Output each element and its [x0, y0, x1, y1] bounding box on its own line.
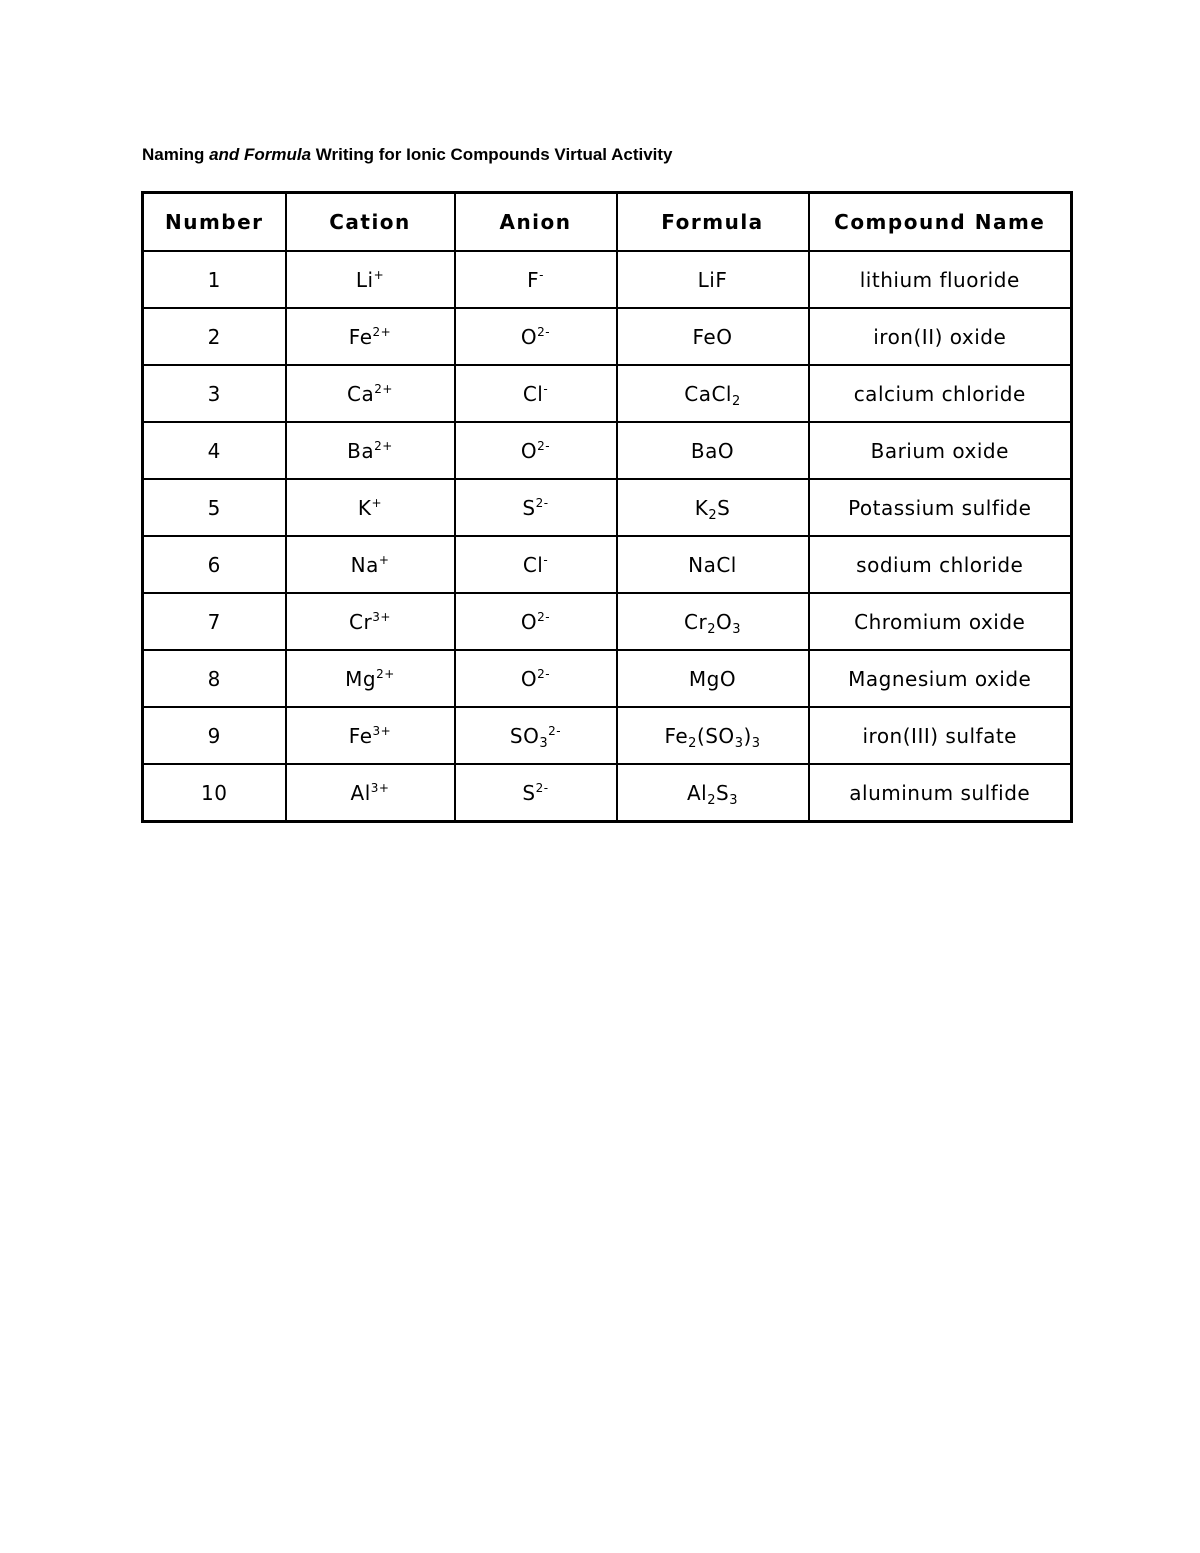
- formula-segment: NaCl: [688, 552, 737, 577]
- cation-segment: +: [378, 552, 390, 567]
- cell-anion: [455, 422, 617, 479]
- cell-cation: [286, 764, 455, 822]
- cell-formula: [617, 365, 809, 422]
- formula-segment: 2: [731, 393, 741, 409]
- formula-segment: ): [743, 723, 752, 748]
- table-row: [143, 536, 1072, 593]
- anion-segment: O: [520, 666, 538, 691]
- formula-segment: Cr: [684, 609, 708, 634]
- cell-formula: [617, 251, 809, 308]
- cation-segment: 3+: [370, 780, 390, 795]
- cell-name: sodium chloride: [809, 536, 1072, 593]
- cation-segment: Cr: [349, 609, 373, 634]
- anion-segment: Cl: [522, 381, 544, 406]
- cell-anion: [455, 365, 617, 422]
- cation-segment: Mg: [345, 666, 377, 691]
- cell-name: Barium oxide: [809, 422, 1072, 479]
- formula-segment: 3: [751, 735, 761, 751]
- table-row: [143, 650, 1072, 707]
- table-body: [143, 251, 1072, 822]
- formula-segment: 2: [707, 792, 717, 808]
- formula-segment: 2: [708, 507, 718, 523]
- cell-anion: [455, 536, 617, 593]
- cation-segment: K: [357, 495, 372, 520]
- table-row: [143, 365, 1072, 422]
- cell-anion: [455, 593, 617, 650]
- cation-segment: Fe: [348, 723, 373, 748]
- cell-formula: [617, 308, 809, 365]
- formula-segment: 2: [707, 621, 716, 637]
- cation-segment: 2+: [372, 324, 392, 339]
- formula-segment: BaO: [690, 438, 735, 463]
- header-formula: Formula: [617, 193, 809, 252]
- table-row: [143, 479, 1072, 536]
- cell-formula: [617, 593, 809, 650]
- cation-segment: Ca: [347, 381, 375, 406]
- cell-formula: [617, 764, 809, 822]
- cation-segment: +: [373, 267, 385, 282]
- cell-name: Chromium oxide: [809, 593, 1072, 650]
- formula-segment: K: [694, 495, 709, 520]
- formula-segment: 2: [688, 735, 697, 751]
- cation-segment: 3+: [372, 609, 391, 624]
- anion-segment: F: [527, 267, 540, 292]
- formula-segment: S: [716, 780, 730, 805]
- header-cation: Cation: [286, 193, 455, 252]
- cation-segment: 3+: [372, 723, 392, 738]
- cell-formula: [617, 422, 809, 479]
- cell-number: 1: [143, 251, 286, 308]
- anion-segment: O: [520, 438, 538, 463]
- cell-anion: [455, 707, 617, 764]
- formula-segment: MgO: [688, 666, 737, 691]
- formula-segment: 3: [732, 621, 741, 637]
- table-row: [143, 593, 1072, 650]
- formula-segment: 3: [729, 792, 738, 808]
- formula-segment: CaCl: [684, 381, 732, 406]
- table-row: [143, 764, 1072, 822]
- header-compound-name: Compound Name: [809, 193, 1072, 252]
- cell-number: 3: [143, 365, 286, 422]
- cell-formula: [617, 479, 809, 536]
- cell-cation: [286, 707, 455, 764]
- cation-segment: Fe: [348, 324, 373, 349]
- anion-segment: 2-: [537, 609, 551, 624]
- cation-segment: Ba: [347, 438, 375, 463]
- anion-segment: S: [522, 780, 536, 805]
- table-row: [143, 707, 1072, 764]
- header-number: Number: [143, 193, 286, 252]
- cell-formula: [617, 707, 809, 764]
- anion-segment: S: [522, 495, 536, 520]
- cell-number: 10: [143, 764, 286, 822]
- cell-name: iron(III) sulfate: [809, 707, 1072, 764]
- title-part-3: Writing for Ionic Compounds Virtual Activity: [311, 145, 673, 164]
- anion-segment: 2-: [535, 780, 549, 795]
- title-part-2-italic: and Formula: [209, 145, 312, 164]
- anion-segment: SO: [509, 723, 540, 748]
- anion-segment: -: [539, 267, 544, 282]
- cell-anion: [455, 764, 617, 822]
- cation-segment: 2+: [376, 666, 395, 681]
- cation-segment: 2+: [374, 438, 393, 453]
- formula-segment: Al: [686, 780, 708, 805]
- cell-name: Potassium sulfide: [809, 479, 1072, 536]
- formula-segment: LiF: [697, 267, 728, 292]
- anion-segment: -: [543, 552, 549, 567]
- cell-formula: [617, 650, 809, 707]
- formula-segment: O: [715, 609, 733, 634]
- cell-cation: [286, 650, 455, 707]
- cation-segment: 2+: [374, 381, 393, 396]
- cell-cation: [286, 365, 455, 422]
- formula-segment: FeO: [692, 324, 733, 349]
- cell-name: calcium chloride: [809, 365, 1072, 422]
- formula-segment: S: [717, 495, 731, 520]
- header-anion: Anion: [455, 193, 617, 252]
- anion-segment: 3: [539, 735, 549, 751]
- cell-cation: [286, 251, 455, 308]
- title-part-1: Naming: [142, 145, 210, 164]
- anion-segment: -: [543, 381, 549, 396]
- anion-segment: 2-: [535, 495, 549, 510]
- cell-cation: [286, 422, 455, 479]
- formula-segment: Fe: [664, 723, 689, 748]
- table-row: [143, 422, 1072, 479]
- cell-cation: [286, 536, 455, 593]
- table-row: [143, 308, 1072, 365]
- cation-segment: +: [371, 495, 383, 510]
- cell-anion: [455, 308, 617, 365]
- cell-number: 6: [143, 536, 286, 593]
- cell-number: 7: [143, 593, 286, 650]
- ionic-compounds-table: [141, 191, 1073, 823]
- cation-segment: Na: [350, 552, 379, 577]
- anion-segment: 2-: [537, 438, 551, 453]
- anion-segment: 2-: [537, 666, 551, 681]
- cell-anion: [455, 479, 617, 536]
- cell-cation: [286, 479, 455, 536]
- cell-number: 5: [143, 479, 286, 536]
- cell-number: 2: [143, 308, 286, 365]
- cell-name: aluminum sulfide: [809, 764, 1072, 822]
- anion-segment: O: [520, 609, 538, 634]
- anion-segment: 2-: [537, 324, 551, 339]
- cation-segment: Li: [355, 267, 374, 292]
- formula-segment: 3: [734, 735, 744, 751]
- cell-name: iron(II) oxide: [809, 308, 1072, 365]
- anion-segment: O: [520, 324, 538, 349]
- page-title: [142, 145, 673, 165]
- cell-number: 8: [143, 650, 286, 707]
- cell-formula: [617, 536, 809, 593]
- cell-name: Magnesium oxide: [809, 650, 1072, 707]
- cell-cation: [286, 308, 455, 365]
- cell-name: lithium fluoride: [809, 251, 1072, 308]
- cell-number: 9: [143, 707, 286, 764]
- table-row: [143, 251, 1072, 308]
- anion-segment: Cl: [522, 552, 544, 577]
- cell-cation: [286, 593, 455, 650]
- cell-anion: [455, 650, 617, 707]
- formula-segment: (SO: [696, 723, 735, 748]
- cation-segment: Al: [350, 780, 371, 805]
- cell-number: 4: [143, 422, 286, 479]
- cell-anion: [455, 251, 617, 308]
- table-header-row: [143, 193, 1072, 252]
- anion-segment: 2-: [548, 723, 562, 738]
